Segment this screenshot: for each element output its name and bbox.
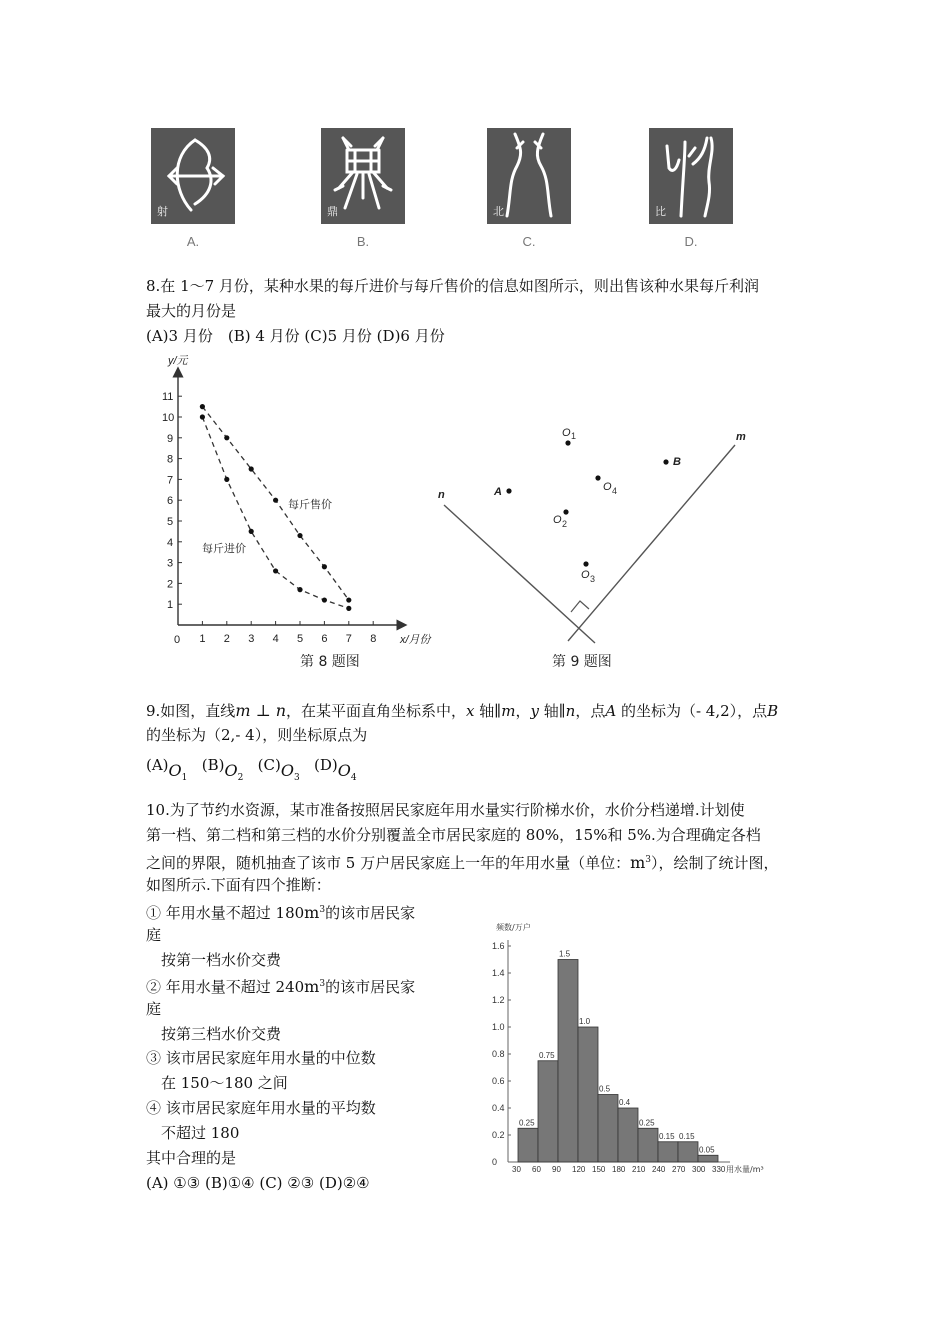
y-axis-label: y/元 — [168, 355, 188, 367]
hist-bar — [558, 960, 578, 1163]
q10-item4-line1: ④ 该市居民家庭年用水量的平均数 — [146, 1099, 376, 1117]
hist-value-label: 1.0 — [579, 1017, 591, 1026]
series-point-0 — [322, 564, 327, 569]
histogram-chart — [478, 918, 798, 1180]
hist-y-tick-label: 0.6 — [492, 1076, 505, 1086]
point-b — [663, 459, 668, 464]
origin-label: 0 — [174, 634, 181, 646]
fig8-chart — [150, 350, 450, 675]
hist-bar — [598, 1095, 618, 1163]
option-c-image — [487, 128, 571, 224]
q9-line1: 9.如图，直线m ⊥ n，在某平面直角坐标系中，x 轴∥m，y 轴∥n，点A 的坐标为（- 4,2），点B — [146, 701, 779, 720]
series-point-0 — [346, 597, 351, 602]
line-m — [568, 445, 735, 641]
x-tick-label: 4 — [272, 633, 279, 645]
q10-line3: 之间的界限，随机抽查了该市 5 万户居民家庭上一年的年用水量（单位：$m^3$），绘制了统计图， — [146, 853, 779, 872]
y-tick-label: 6 — [167, 495, 174, 508]
label-o2: O — [553, 514, 562, 526]
series-label-sell: 每斤售价 — [288, 498, 332, 511]
hist-x-tick-label: 90 — [552, 1165, 561, 1174]
q10-line2: 第一档、第二档和第三档的水价分别覆盖全市居民家庭的 80%，15%和 5%.为合理确定各档 — [146, 826, 761, 844]
hist-origin: 0 — [492, 1157, 498, 1167]
hist-bar — [518, 1128, 538, 1162]
option-b-image — [321, 128, 405, 224]
series-label-buy: 每斤进价 — [202, 542, 246, 555]
series-point-1 — [249, 529, 254, 534]
hist-value-label: 1.5 — [559, 949, 571, 959]
q10-item4-line2: 不超过 180 — [161, 1124, 240, 1142]
hist-y-tick-label: 0.2 — [492, 1130, 505, 1140]
hist-bar — [638, 1128, 658, 1162]
hist-x-tick-label: 30 — [512, 1165, 521, 1174]
q10-item3-line2: 在 150～180 之间 — [161, 1074, 288, 1092]
series-point-1 — [273, 568, 278, 573]
y-tick-label: 1 — [167, 599, 174, 612]
option-b-letter: B. — [356, 234, 370, 249]
y-tick-label: 5 — [167, 516, 174, 528]
hist-x-tick-label: 150 — [592, 1165, 606, 1174]
hist-value-label: 0.75 — [539, 1050, 555, 1060]
q10-item2-line1: ② 年用水量不超过 $240m^3$的该市居民家 — [146, 977, 416, 996]
label-o1-sub: 1 — [571, 431, 577, 441]
option-d-image — [649, 128, 733, 224]
label-a: A — [494, 486, 502, 498]
label-b: B — [673, 456, 681, 468]
series-point-0 — [297, 533, 302, 538]
point-o2 — [563, 509, 568, 514]
series-line-1 — [202, 417, 348, 608]
option-c-letter: C. — [522, 234, 536, 249]
hist-value-label: 0.4 — [619, 1098, 631, 1107]
hist-x-tick-label: 60 — [532, 1165, 541, 1174]
label-o1: O — [562, 427, 571, 439]
x-tick-label: 7 — [345, 633, 352, 645]
hist-x-tick-label: 120 — [572, 1165, 586, 1174]
hist-x-tick-label: 180 — [612, 1165, 626, 1174]
q10-line4: 如图所示.下面有四个推断： — [146, 876, 331, 894]
x-tick-label: 3 — [248, 633, 255, 645]
y-tick-label: 3 — [167, 557, 174, 570]
hist-bar — [578, 1027, 598, 1162]
point-o1 — [565, 440, 570, 445]
line-n — [444, 505, 595, 643]
hist-x-tick-label: 210 — [632, 1165, 646, 1174]
y-tick-label: 9 — [167, 432, 174, 445]
series-point-1 — [297, 587, 302, 592]
option-a-char: 射 — [157, 205, 168, 218]
q10-item3-line1: ③ 该市居民家庭年用水量的中位数 — [146, 1049, 376, 1067]
hist-value-label: 0.5 — [599, 1084, 611, 1094]
option-d-char: 比 — [655, 205, 666, 218]
point-o4 — [595, 475, 600, 480]
series-point-1 — [346, 606, 351, 611]
q10-item1-line2: 庭 — [146, 926, 162, 944]
hist-bar — [698, 1155, 718, 1162]
x-tick-label: 1 — [199, 633, 206, 645]
q9-options: $(A)O_1$ $(B)O_2$ $(C)O_3$ $(D)O_4$ — [146, 756, 357, 783]
label-o3: O — [581, 569, 590, 581]
q10-which: 其中合理的是 — [146, 1149, 237, 1167]
x-tick-label: 6 — [321, 633, 328, 645]
label-o3-sub: 3 — [590, 574, 596, 584]
fig9-caption: 第 9 题图 — [552, 654, 612, 670]
label-m: m — [736, 431, 746, 443]
hist-value-label: 0.25 — [519, 1118, 535, 1128]
option-a-letter: A. — [186, 234, 200, 249]
hist-x-tick-label: 240 — [652, 1165, 666, 1174]
hist-x-tick-label: 330 — [712, 1165, 726, 1174]
fig8-caption: 第 8 题图 — [300, 654, 360, 670]
hist-y-tick-label: 1.6 — [492, 941, 505, 951]
x-axis-label: x/月份 — [400, 634, 431, 646]
hist-value-label: 0.25 — [639, 1118, 655, 1128]
hist-bar — [658, 1142, 678, 1162]
y-tick-label: 2 — [167, 578, 174, 591]
hist-value-label: 0.15 — [679, 1131, 695, 1141]
q10-line1: 10.为了节约水资源，某市准备按照居民家庭年用水量实行阶梯水价，水价分档递增.计划使 — [146, 801, 745, 819]
q10-item1-line1: ① 年用水量不超过 $180m^3$的该市居民家 — [146, 903, 416, 922]
hist-bar — [678, 1142, 698, 1162]
coord-b: （2,- 4） — [206, 726, 263, 744]
q10-item2-line3: 按第三档水价交费 — [161, 1025, 282, 1043]
option-d-letter: D. — [684, 234, 698, 249]
x-tick-label: 8 — [370, 633, 377, 645]
option-b-char: 鼎 — [327, 205, 338, 218]
hist-y-label: 频数/万户 — [496, 923, 531, 932]
hist-y-tick-label: 0.4 — [492, 1103, 505, 1113]
hist-value-label: 0.05 — [699, 1145, 715, 1155]
coord-a: （- 4,2） — [680, 702, 738, 720]
label-o4: O — [603, 481, 612, 493]
label-o4-sub: 4 — [612, 486, 618, 496]
hist-x-label: 用水量/m³ — [726, 1165, 764, 1174]
hist-bar — [538, 1061, 558, 1162]
q10-item1-line3: 按第一档水价交费 — [161, 951, 282, 969]
q10-item2-line2: 庭 — [146, 1000, 162, 1018]
m-perp-n: m ⊥ n — [235, 701, 287, 720]
option-c-char: 北 — [493, 205, 504, 218]
series-point-0 — [273, 498, 278, 503]
label-n: n — [438, 489, 445, 501]
y-tick-label: 7 — [167, 474, 174, 487]
fig9-diagram — [430, 415, 760, 675]
q8-line2: 最大的月份是 — [146, 302, 237, 320]
series-point-1 — [224, 477, 229, 482]
x-tick-label: 5 — [297, 633, 304, 645]
q10-options: (A) ①③ (B)①④ (C) ②③ (D)②④ — [146, 1174, 370, 1192]
series-point-0 — [200, 404, 205, 409]
point-o3 — [583, 561, 588, 566]
series-point-1 — [200, 414, 205, 419]
hist-y-tick-label: 1.0 — [492, 1022, 505, 1032]
series-point-0 — [249, 466, 254, 471]
hist-x-tick-label: 300 — [692, 1165, 706, 1174]
right-angle-mark — [571, 601, 589, 612]
hist-x-tick-label: 270 — [672, 1165, 686, 1174]
q8-options: (A)3 月份 (B) 4 月份 (C)5 月份 (D)6 月份 — [146, 327, 445, 345]
y-tick-label: 8 — [167, 453, 174, 466]
hist-value-label: 0.15 — [659, 1131, 675, 1141]
hist-bar — [618, 1108, 638, 1162]
option-a-image — [151, 128, 235, 224]
hist-y-tick-label: 0.8 — [492, 1049, 505, 1059]
y-tick-label: 11 — [162, 391, 174, 404]
hist-y-tick-label: 1.2 — [492, 995, 505, 1005]
series-point-0 — [224, 435, 229, 440]
x-tick-label: 2 — [223, 633, 230, 645]
hist-y-tick-label: 1.4 — [492, 968, 505, 978]
q8-line1: 8.在 1～7 月份，某种水果的每斤进价与每斤售价的信息如图所示，则出售该种水果每斤利润 — [146, 277, 759, 295]
point-a — [506, 488, 511, 493]
y-tick-label: 4 — [167, 536, 174, 549]
y-tick-label: 10 — [162, 412, 175, 424]
q9-line2: 的坐标为（2,- 4），则坐标原点为 — [146, 726, 368, 744]
label-o2-sub: 2 — [562, 519, 568, 529]
series-point-1 — [322, 597, 327, 602]
